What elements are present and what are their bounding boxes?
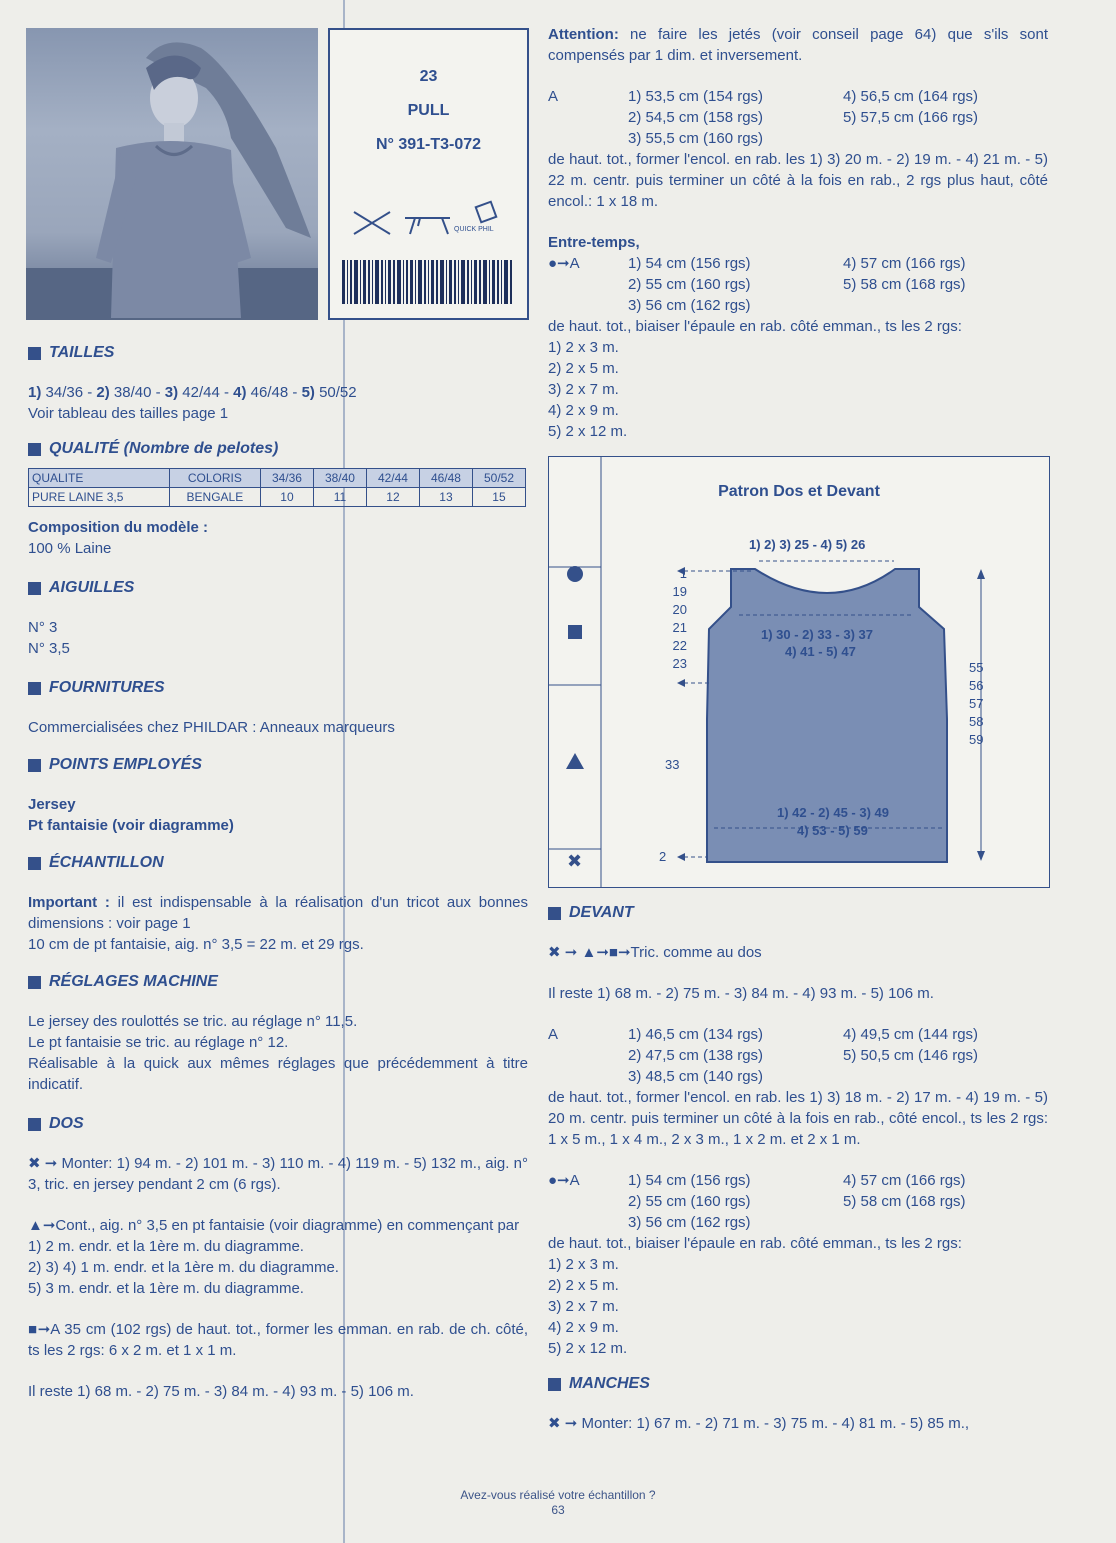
biaiser-text: de haut. tot., biaiser l'épaule en rab. côté emman., ts les 2 rgs: [548, 318, 962, 335]
fournitures-heading: FOURNITURES [28, 679, 528, 697]
manches-line: ✖ ➞ Monter: 1) 67 m. - 2) 71 m. - 3) 75 m. - 4) 81 m. - 5) 85 m., [548, 1415, 970, 1432]
biaiser-item: 5) 2 x 12 m. [548, 423, 628, 440]
point-item: Pt fantaisie (voir diagramme) [28, 817, 234, 834]
pattern-kind: PULL [407, 102, 450, 119]
needles-icon [354, 212, 390, 234]
patron-left-2: 2 [659, 849, 667, 864]
right-column [548, 24, 1048, 442]
aiguille-item: N° 3,5 [28, 640, 70, 657]
tailles-note: Voir tableau des tailles page 1 [28, 405, 229, 422]
attention-text: Attention: ne faire les jetés (voir conseil page 64) que s'ils sont compensés par 1 dim. et inversement. [548, 26, 1048, 64]
quick-icon [476, 202, 497, 223]
devant-line1: ✖ ➞ ▲➞■➞Tric. comme au dos [548, 944, 762, 961]
points-heading: POINTS EMPLOYÉS [28, 756, 528, 774]
knitting-symbols [350, 200, 510, 244]
patron-right-numbers: 55 56 57 58 59 [969, 660, 984, 747]
pattern-number: 23 [419, 68, 438, 85]
triangle-marker-icon [566, 753, 584, 769]
devant-sizes-2: ●➞A 1) 54 cm (156 rgs) 4) 57 cm (166 rgs) 2) 55 cm (160 rgs) 5) 58 cm (168 rgs) 3) 56 cm (162 rgs) [548, 1172, 966, 1231]
reglage-line: Le jersey des roulottés se tric. au réglage n° 11,5. [28, 1013, 358, 1030]
pattern-ref: N° 391-T3-072 [375, 136, 482, 153]
reglages-heading: RÉGLAGES MACHINE [28, 973, 528, 991]
echantillon-heading: ÉCHANTILLON [28, 854, 528, 872]
patron-title: Patron Dos et Devant [718, 483, 880, 500]
dos-c2: 2) 3) 4) 1 m. endr. et la 1ère m. du diagramme. [28, 1259, 339, 1276]
pattern-info-box [328, 28, 529, 320]
patron-mid2: 4) 41 - 5) 47 [785, 644, 856, 659]
section-square-icon [28, 682, 41, 695]
devant-list-item: 1) 2 x 3 m. [548, 1256, 619, 1273]
patron-bottom2: 4) 53 - 5) 59 [797, 823, 868, 838]
fournitures-text: Commercialisées chez PHILDAR : Anneaux marqueurs [28, 719, 395, 736]
point-item: Jersey [28, 796, 76, 813]
dos-monter: ✖ ➞ Monter: 1) 94 m. - 2) 101 m. - 3) 110 m. - 4) 119 m. - 5) 132 m., aig. n° 3, tric. en jersey pendant 2 cm (6 rgs). [28, 1155, 528, 1193]
block1-after: de haut. tot., former l'encol. en rab. les 1) 3) 20 m. - 2) 19 m. - 4) 21 m. - 5) 22 m. centr. puis terminer un côté à la fois en rab., 2 rgs plus haut, côté encol.: 1 x 18 m. [548, 151, 1048, 210]
aiguilles-heading: AIGUILLES [28, 579, 528, 597]
devant-after: de haut. tot., former l'encol. en rab. les 1) 3) 18 m. - 2) 17 m. - 4) 19 m. - 5) 20 m. centr. puis terminer un côté à la fois en rab., côté encol., ts les 2 rgs: 1 x 5 m., 1 x 4 m., 2 x 3 m., 1 x 2 m. et 2 x 1 m. [548, 1089, 1048, 1148]
entretemps-sizes: ●➞A 1) 54 cm (156 rgs) 4) 57 cm (166 rgs) 2) 55 cm (160 rgs) 5) 58 cm (168 rgs) 3) 56 cm (162 rgs) [548, 255, 966, 314]
quick-label: QUICK PHIL [454, 226, 494, 233]
qualite-table [28, 468, 526, 507]
patron-top-label: 1) 2) 3) 25 - 4) 5) 26 [749, 537, 866, 552]
section-square-icon [28, 443, 41, 456]
patron-bottom1: 1) 42 - 2) 45 - 3) 49 [777, 805, 889, 820]
devant-biaiser: de haut. tot., biaiser l'épaule en rab. côté emman., ts les 2 rgs: [548, 1235, 962, 1252]
section-square-icon [28, 347, 41, 360]
devant-heading: DEVANT [548, 904, 1048, 922]
composition-value: 100 % Laine [28, 540, 112, 557]
section-square-icon [28, 1118, 41, 1131]
manches-heading: MANCHES [548, 1375, 1048, 1393]
dos-c3: 5) 3 m. endr. et la 1ère m. du diagramme. [28, 1280, 304, 1297]
entretemps-title: Entre-temps, [548, 234, 640, 251]
square-marker-icon [568, 625, 582, 639]
composition-title: Composition du modèle : [28, 519, 208, 536]
section-square-icon [28, 759, 41, 772]
tailles-sizes: 1) 34/36 - 2) 38/40 - 3) 42/44 - 4) 46/48 - 5) 50/52 [28, 384, 357, 401]
section-square-icon [28, 976, 41, 989]
dos-heading: DOS [28, 1115, 528, 1133]
barcode [342, 260, 512, 304]
biaiser-item: 2) 2 x 5 m. [548, 360, 619, 377]
echantillon-gauge: 10 cm de pt fantaisie, aig. n° 3,5 = 22 m. et 29 rgs. [28, 936, 364, 953]
qualite-heading: QUALITÉ (Nombre de pelotes) [28, 440, 528, 458]
devant-list-item: 2) 2 x 5 m. [548, 1277, 619, 1294]
section-square-icon [28, 857, 41, 870]
footer-question: Avez-vous réalisé votre échantillon ? [460, 1488, 656, 1502]
reglage-line: Réalisable à la quick aux mêmes réglages que précédemment à titre indicatif. [28, 1055, 528, 1093]
dos-reste: Il reste 1) 68 m. - 2) 75 m. - 3) 84 m. - 4) 93 m. - 5) 106 m. [28, 1383, 414, 1400]
section-square-icon [28, 582, 41, 595]
devant-list-item: 4) 2 x 9 m. [548, 1319, 619, 1336]
biaiser-item: 1) 2 x 3 m. [548, 339, 619, 356]
dos-cont: ▲➞Cont., aig. n° 3,5 en pt fantaisie (voir diagramme) en commençant par [28, 1217, 520, 1234]
aiguille-item: N° 3 [28, 619, 58, 636]
devant-list-item: 5) 2 x 12 m. [548, 1340, 628, 1357]
dos-emman: ■➞A 35 cm (102 rgs) de haut. tot., former les emman. en rab. de ch. côté, ts les 2 rgs: 6 x 2 m. et 1 x 1 m. [28, 1321, 528, 1359]
devant-section [548, 904, 1048, 1434]
echantillon-text: Important : il est indispensable à la réalisation d'un tricot aux bonnes dimensions : voir page 1 [28, 894, 529, 932]
section-square-icon [548, 907, 561, 920]
biaiser-item: 3) 2 x 7 m. [548, 381, 619, 398]
patron-left-33: 33 [665, 757, 680, 772]
biaiser-item: 4) 2 x 9 m. [548, 402, 619, 419]
dos-c1: 1) 2 m. endr. et la 1ère m. du diagramme. [28, 1238, 304, 1255]
reglage-line: Le pt fantaisie se tric. au réglage n° 12. [28, 1034, 289, 1051]
section-square-icon [548, 1378, 561, 1391]
table-row: PURE LAINE 3,5 BENGALE 10 11 12 13 15 [29, 488, 526, 507]
devant-reste: Il reste 1) 68 m. - 2) 75 m. - 3) 84 m. - 4) 93 m. - 5) 106 m. [548, 985, 934, 1002]
model-photo [26, 28, 318, 320]
devant-list-item: 3) 2 x 7 m. [548, 1298, 619, 1315]
devant-sizes: A 1) 46,5 cm (134 rgs) 4) 49,5 cm (144 rgs) 2) 47,5 cm (138 rgs) 5) 50,5 cm (146 rgs) 3) 48,5 cm (140 rgs) [548, 1026, 979, 1085]
patron-mid1: 1) 30 - 2) 33 - 3) 37 [761, 627, 873, 642]
patron-diagram [548, 456, 1050, 888]
patron-left-numbers: 1 19 20 21 22 23 [672, 566, 687, 671]
circle-marker-icon [567, 566, 583, 582]
machine-icon [405, 218, 450, 234]
tailles-heading: TAILLES [28, 344, 528, 362]
page-number: 63 [551, 1503, 565, 1517]
left-column [28, 344, 528, 1402]
table-header-row: QUALITE COLORIS 34/36 38/40 42/44 46/48 50/52 [29, 469, 526, 488]
block1-sizes: A 1) 53,5 cm (154 rgs) 4) 56,5 cm (164 rgs) 2) 54,5 cm (158 rgs) 5) 57,5 cm (166 rgs) 3) 55,5 cm (160 rgs) [548, 88, 979, 147]
cross-marker-icon: ✖ [567, 851, 583, 871]
